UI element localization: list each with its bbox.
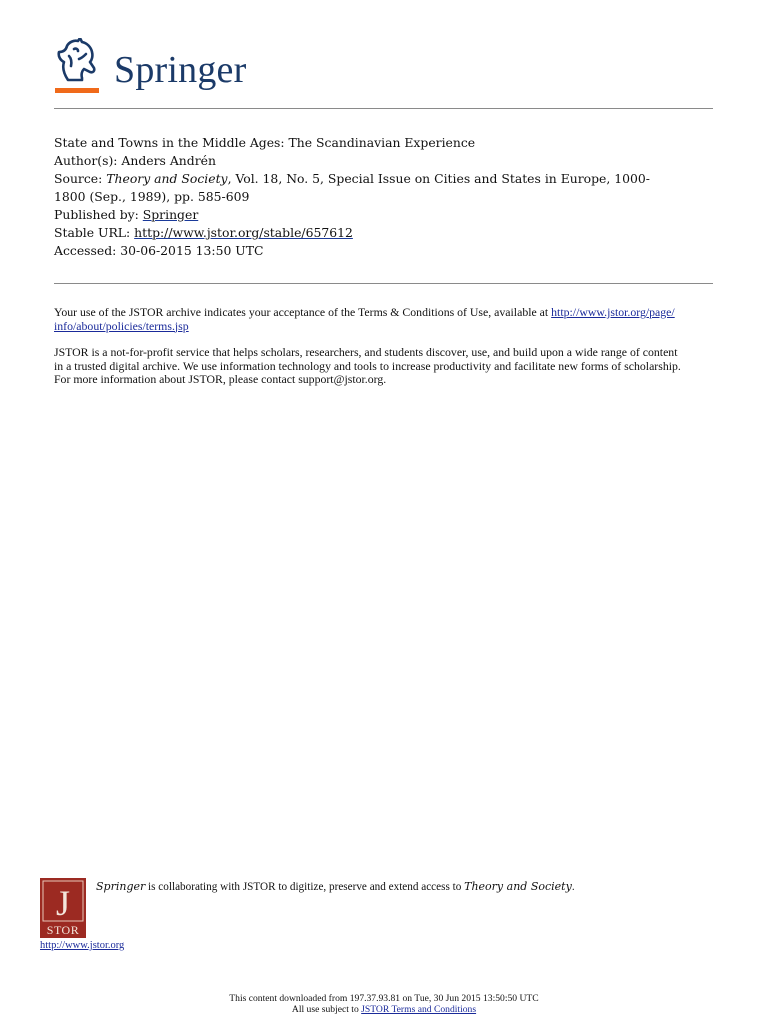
collab-journal: Theory and Society bbox=[464, 880, 572, 893]
subject-text: All use subject to bbox=[291, 1004, 362, 1015]
jstor-badge-letter: J bbox=[55, 883, 71, 923]
source-label: Source: bbox=[54, 171, 107, 186]
jstor-badge-text: STOR bbox=[46, 923, 80, 937]
citation-block bbox=[54, 134, 713, 260]
accessed-line bbox=[54, 242, 713, 260]
collaboration-notice bbox=[96, 880, 575, 893]
download-footer bbox=[0, 993, 768, 1015]
author-line bbox=[54, 152, 713, 170]
about-line-2: in a trusted digital archive. We use information technology and tools to increase productivity and facilitate new forms of scholarship. bbox=[54, 358, 681, 373]
collab-publisher: Springer bbox=[96, 880, 146, 893]
springer-logo bbox=[54, 38, 284, 98]
divider-middle bbox=[54, 283, 713, 284]
jstor-badge-icon bbox=[40, 878, 86, 938]
stable-url-link[interactable]: http://www.jstor.org/stable/657612 bbox=[134, 225, 353, 240]
springer-horse-icon bbox=[54, 38, 100, 84]
terms-url-link-cont[interactable]: info/about/policies/terms.jsp bbox=[54, 318, 189, 333]
jstor-home-link[interactable]: http://www.jstor.org bbox=[40, 940, 125, 951]
terms-conditions-link[interactable]: JSTOR Terms and Conditions bbox=[361, 1004, 477, 1015]
article-title: State and Towns in the Middle Ages: The Scandinavian Experience bbox=[54, 135, 476, 150]
about-line-1: JSTOR is a not-for-profit service that helps scholars, researchers, and students discover, use, and build upon a wide range of content bbox=[54, 345, 678, 359]
download-info: This content downloaded from 197.37.93.81 on Tue, 30 Jun 2015 13:50:50 UTC bbox=[229, 993, 539, 1004]
jstor-about-paragraph bbox=[54, 346, 713, 387]
author-name: Anders Andrén bbox=[121, 153, 216, 168]
about-line-3: For more information about JSTOR, please contact support@jstor.org. bbox=[54, 372, 387, 386]
source-details: , Vol. 18, No. 5, Special Issue on Cities and States in Europe, 1000- bbox=[227, 171, 650, 186]
brand-bar bbox=[55, 88, 99, 93]
divider-top bbox=[54, 108, 713, 109]
author-label: Author(s): bbox=[54, 153, 122, 168]
terms-paragraph bbox=[54, 306, 713, 333]
terms-block bbox=[54, 306, 713, 400]
stable-url-label: Stable URL: bbox=[54, 225, 135, 240]
publisher-wordmark: Springer bbox=[114, 49, 247, 91]
accessed-date: 30-06-2015 13:50 UTC bbox=[120, 243, 264, 258]
published-line bbox=[54, 206, 713, 224]
source-line bbox=[54, 170, 713, 188]
collab-text: is collaborating with JSTOR to digitize, preserve and extend access to bbox=[145, 881, 465, 893]
stable-url-line bbox=[54, 224, 713, 242]
terms-footer-line bbox=[0, 1004, 768, 1015]
source-journal: Theory and Society bbox=[106, 171, 228, 186]
collab-end: . bbox=[571, 881, 575, 893]
terms-url-link[interactable]: http://www.jstor.org/page/ bbox=[551, 305, 675, 319]
accessed-label: Accessed: bbox=[54, 243, 121, 258]
publisher-link[interactable]: Springer bbox=[142, 207, 199, 222]
terms-text: Your use of the JSTOR archive indicates your acceptance of the Terms & Conditions of Use, available at bbox=[54, 305, 552, 319]
jstor-logo[interactable] bbox=[40, 878, 86, 938]
source-line-2: 1800 (Sep., 1989), pp. 585-609 bbox=[54, 189, 250, 204]
published-label: Published by: bbox=[54, 207, 143, 222]
